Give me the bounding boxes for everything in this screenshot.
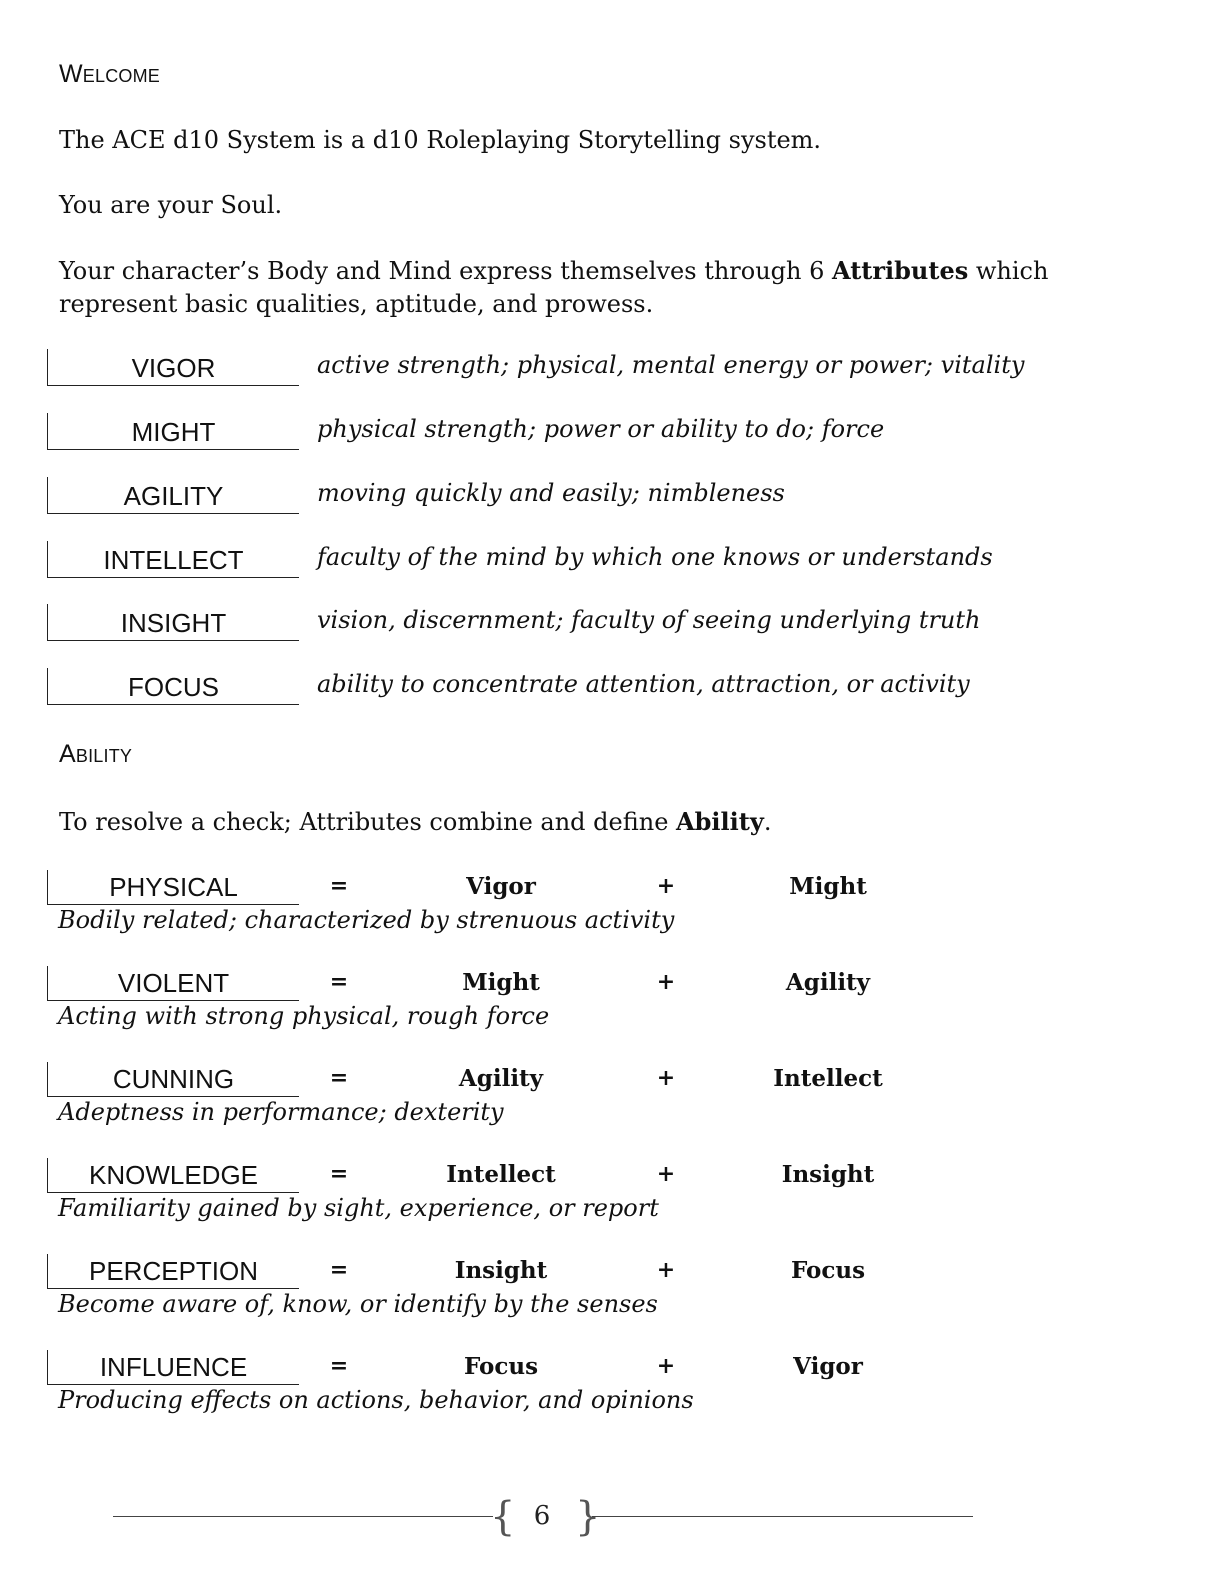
ability-name: KNOWLEDGE [47,1158,299,1193]
page-number: 6 [533,1501,551,1531]
attribute-description: vision, discernment; faculty of seeing underlying truth [317,606,981,634]
ability-row [47,1254,1147,1324]
footer-rule-right [592,1516,973,1517]
ability-term-b: Vigor [793,1353,863,1380]
equals-sign: = [329,873,349,899]
ability-row [47,1350,1147,1420]
ability-term-b: Agility [785,969,871,996]
attribute-row [47,413,1147,451]
ability-intro [59,805,1059,839]
ability-term-a: Might [462,969,540,996]
ability-description: Become aware of, know, or identify by the senses [58,1290,658,1318]
p3-text-pre: Your character’s Body and Mind express themselves through 6 [59,257,833,285]
attribute-row [47,349,1147,387]
ability-term-a: Agility [458,1065,544,1092]
ability-description: Acting with strong physical, rough force [58,1002,550,1030]
attribute-description: active strength; physical, mental energy or power; vitality [317,351,1025,379]
attribute-name: INSIGHT [47,604,299,641]
left-brace-icon: { [490,1494,516,1540]
welcome-heading: Welcome [59,60,161,88]
equals-sign: = [329,969,349,995]
intro-paragraph-2: You are your Soul. [59,191,283,219]
ability-term-b: Focus [790,1257,866,1284]
plus-sign: + [656,1161,676,1187]
ability-name: PERCEPTION [47,1254,299,1289]
equals-sign: = [329,1065,349,1091]
ability-term-a: Intellect [446,1161,556,1188]
attribute-row [47,668,1147,706]
attribute-row [47,604,1147,642]
attribute-name: FOCUS [47,668,299,705]
ability-row [47,870,1147,940]
attribute-name: VIGOR [47,349,299,386]
attribute-description: faculty of the mind by which one knows or understands [317,543,993,571]
ability-term-b: Intellect [773,1065,883,1092]
intro-paragraph-1: The ACE d10 System is a d10 Roleplaying Storytelling system. [59,126,822,154]
ability-intro-bold: Ability [676,807,764,836]
right-brace-icon: } [575,1494,601,1540]
ability-heading: Ability [59,740,133,768]
ability-name: PHYSICAL [47,870,299,905]
footer-rule-left [113,1516,493,1517]
attribute-name: MIGHT [47,413,299,450]
equals-sign: = [329,1353,349,1379]
ability-description: Familiarity gained by sight, experience, or report [58,1194,659,1222]
p3-text-bold: Attributes [832,256,969,285]
attribute-description: ability to concentrate attention, attraction, or activity [317,670,970,698]
plus-sign: + [656,873,676,899]
ability-name: INFLUENCE [47,1350,299,1385]
plus-sign: + [656,1065,676,1091]
p3-text-post: which [968,257,1049,285]
intro-paragraph-3 [59,254,1059,321]
ability-term-b: Insight [781,1161,875,1188]
ability-intro-post: . [763,808,772,836]
ability-intro-pre: To resolve a check; Attributes combine and define [59,808,677,836]
ability-row [47,1062,1147,1132]
ability-name: CUNNING [47,1062,299,1097]
attribute-name: AGILITY [47,477,299,514]
attribute-description: moving quickly and easily; nimbleness [317,479,785,507]
ability-term-a: Focus [463,1353,539,1380]
ability-description: Bodily related; characterized by strenuous activity [58,906,675,934]
attribute-row [47,541,1147,579]
ability-name: VIOLENT [47,966,299,1001]
plus-sign: + [656,1353,676,1379]
ability-description: Producing effects on actions, behavior, and opinions [58,1386,694,1414]
attribute-name: INTELLECT [47,541,299,578]
ability-row [47,1158,1147,1228]
ability-term-a: Insight [454,1257,548,1284]
ability-term-b: Might [789,873,867,900]
equals-sign: = [329,1161,349,1187]
ability-term-a: Vigor [466,873,536,900]
p3-text-line2: represent basic qualities, aptitude, and prowess. [59,290,654,318]
plus-sign: + [656,1257,676,1283]
equals-sign: = [329,1257,349,1283]
attribute-row [47,477,1147,515]
ability-description: Adeptness in performance; dexterity [58,1098,504,1126]
attribute-description: physical strength; power or ability to do; force [317,415,885,443]
plus-sign: + [656,969,676,995]
ability-row [47,966,1147,1036]
